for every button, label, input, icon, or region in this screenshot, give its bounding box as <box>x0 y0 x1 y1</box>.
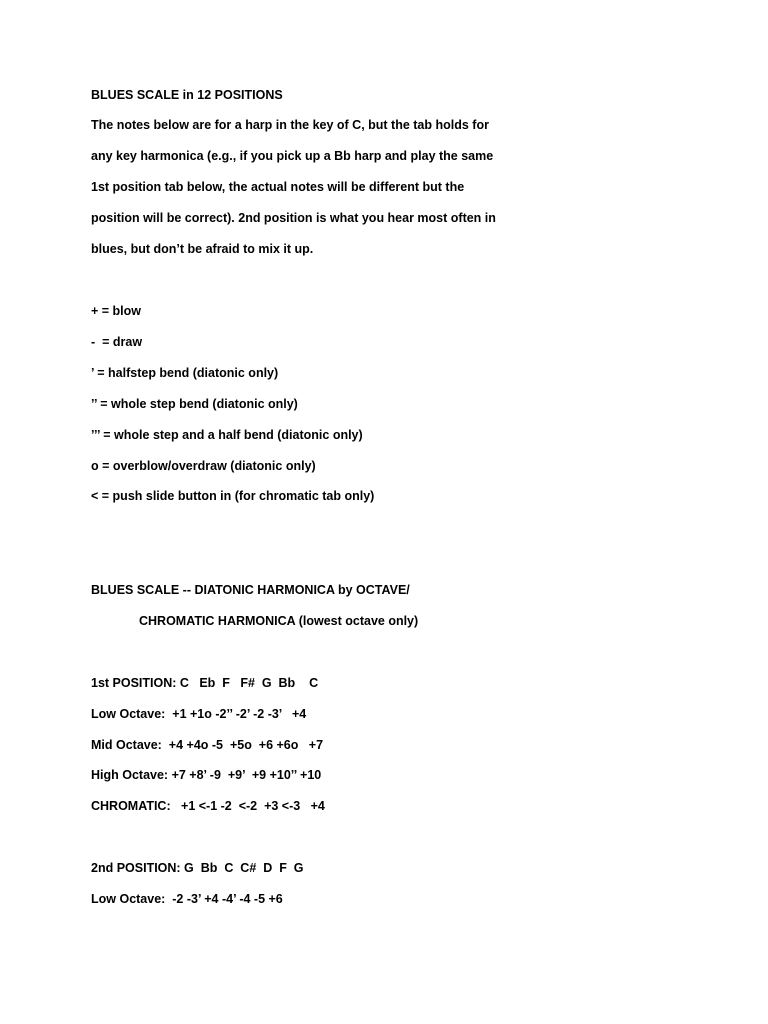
position-1-high-octave: High Octave: +7 +8’ -9 +9’ +9 +10’’ +10 <box>91 768 322 782</box>
position-1-mid-octave: Mid Octave: +4 +4o -5 +5o +6 +6o +7 <box>91 738 324 752</box>
legend-blow: + = blow <box>91 304 142 318</box>
intro-line-5: blues, but don’t be afraid to mix it up. <box>91 242 314 256</box>
intro-line-4: position will be correct). 2nd position is what you hear most often in <box>91 211 496 225</box>
position-2-heading: 2nd POSITION: G Bb C C# D F G <box>91 861 304 875</box>
legend-step-and-half-bend: ’’’ = whole step and a half bend (diatonic only) <box>91 428 363 442</box>
intro-line-1: The notes below are for a harp in the key of C, but the tab holds for <box>91 118 489 132</box>
section-heading: BLUES SCALE -- DIATONIC HARMONICA by OCTAVE/ <box>91 583 410 597</box>
position-1-low-octave: Low Octave: +1 +1o -2’’ -2’ -2 -3’ +4 <box>91 707 307 721</box>
legend-draw: - = draw <box>91 335 143 349</box>
intro-line-2: any key harmonica (e.g., if you pick up a Bb harp and play the same <box>91 149 494 163</box>
section-subheading: CHROMATIC HARMONICA (lowest octave only) <box>139 614 419 628</box>
legend-whole-step-bend: ’’ = whole step bend (diatonic only) <box>91 397 298 411</box>
legend-overblow: o = overblow/overdraw (diatonic only) <box>91 459 316 473</box>
intro-line-3: 1st position tab below, the actual notes will be different but the <box>91 180 465 194</box>
legend-halfstep-bend: ’ = halfstep bend (diatonic only) <box>91 366 279 380</box>
position-1-chromatic: CHROMATIC: +1 <-1 -2 <-2 +3 <-3 +4 <box>91 799 325 813</box>
position-2-low-octave: Low Octave: -2 -3’ +4 -4’ -4 -5 +6 <box>91 892 283 906</box>
document-title: BLUES SCALE in 12 POSITIONS <box>91 88 283 102</box>
position-1-heading: 1st POSITION: C Eb F F# G Bb C <box>91 676 319 690</box>
legend-slide-button: < = push slide button in (for chromatic tab only) <box>91 489 375 503</box>
